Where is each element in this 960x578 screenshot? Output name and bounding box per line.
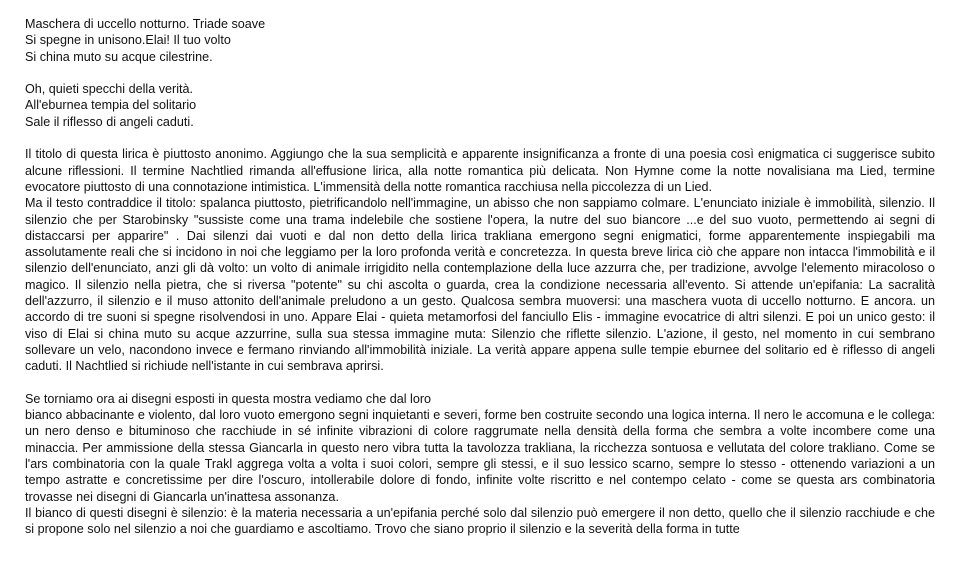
essay-paragraph-3-first-line: Se torniamo ora ai disegni esposti in questa mostra vediamo che dal loro [25, 391, 432, 406]
poem-line: Oh, quieti specchi della verità. [25, 82, 194, 97]
poem-line: Sale il riflesso di angeli caduti. [25, 114, 194, 129]
poem-line: Si spegne in unisono.Elai! Il tuo volto [25, 33, 231, 48]
poem-line: All'eburnea tempia del solitario [25, 98, 197, 113]
stanza-gap [25, 65, 935, 81]
essay-paragraph-1: Il titolo di questa lirica è piuttosto anonimo. Aggiungo che la sua semplicità e apparente insignificanza a fronte di una poesia così enigmatica ci suggerisce subito alcune riflessioni. Il termine Nachtlied rimanda all'effusione lirica, alla notte romantica più delicata. Non Hymne come la notte novalisiana ma Lied, termine evocatore piuttosto di una connotazione intimistica. L'immensità della notte romantica racchiusa nella piccolezza di un Lied. [25, 147, 935, 194]
essay-paragraph-4: Il bianco di questi disegni è silenzio: è la materia necessaria a un'epifania perché solo dal silenzio può emergere il non detto, quello che il silenzio racchiude e che si propone solo nel silenzio a noi che guardiamo e ascoltiamo. Trovo che siano proprio il silenzio e la severità della forma in tutte [25, 505, 935, 537]
section-gap [25, 130, 935, 146]
essay-paragraph-3: bianco abbacinante e violento, dal loro vuoto emergono segni inquietanti e severi, forme ben costruite secondo una logica interna. Il nero le accomuna e le collega: un nero denso e bituminoso che racchiude in sé infinite vibrazioni di colore raggrumate nella densità della forma che sembra a volte incombere come una minaccia. Per ammissione della stessa Giancarla in questo nero vibra tutta la tavolozza trakliana, la ricchezza sontuosa e vellutata del colore trakliano. Come se l'ars combinatoria con la quale Trakl aggrega volta a volta i suoi colori, sempre gli stessi, e il suo lessico scarno, sempre lo stesso - ottenendo variazioni a un tempo astratte e concretissime per dire l'oscuro, intollerabile dolore di fondo, infinite volte riscritto e nel contempo celato - come se questa ars combinatoria trovasse nei disegni di Giancarla un'inattesa assonanza. [25, 408, 935, 504]
poem-stanza-1 [25, 16, 935, 65]
section-gap [25, 375, 935, 391]
poem-line: Si china muto su acque cilestrine. [25, 49, 213, 64]
essay-paragraph-2: Ma il testo contraddice il titolo: spalanca piuttosto, pietrificandolo nell'immagine, un abisso che non sappiamo colmare. L'enunciato iniziale è immobilità, silenzio. Il silenzio che per Starobinsky "sussiste come una trama indelebile che sostiene l'opera, la nutre del suo biancore ...e del suo vuoto, permettendo ai segni di distaccarsi per apparire" . Dai silenzi dai vuoti e dal non detto della lirica trakliana emergono segni enigmatici, forme apparentemente inspiegabili ma assolutamente reali che si incidono in noi che leggiamo per la loro profonda verità e concretezza. In questa breve lirica ciò che appare non intacca l'immobilità e il silenzio dell'enunciato, anzi gli dà volto: un volto di animale irrigidito nella contemplazione della luce azzurra che, per tradizione, avvolge l'elemento miracoloso o magico. Il silenzio nella pietra, che si riversa "potente" su chi ascolta o guarda, crea la condizione necessaria all'evento. Si attende un'epifania: La sacralità dell'azzurro, il silenzio e il muso attonito dell'animale preludono a un gesto. Qualcosa sembra muoversi: una maschera vuota di uccello notturno. E ancora. un accordo di tre suoni si spegne risolvendosi in uno. Appare Elai - quieta metamorfosi del fanciullo Elis - immagine evocatrice di altri silenzi. E poi un unico gesto: il viso di Elai si china muto su acque azzurrine, sulla sua stessa immagine muta: Silenzio che riflette silenzio. L'azione, il gesto, nel momento in cui sembrano sollevare un velo, nacondono invece e fermano rinviando all'immobilità iniziale. La verità appare appena sulle tempie eburnee del solitario ed è riflesso di angeli caduti. Il Nachtlied si richiude nell'istante in cui sembrava aprirsi. [25, 196, 935, 374]
poem-stanza-2 [25, 81, 935, 130]
document-page [25, 16, 935, 538]
poem-line: Maschera di uccello notturno. Triade soave [25, 17, 266, 31]
